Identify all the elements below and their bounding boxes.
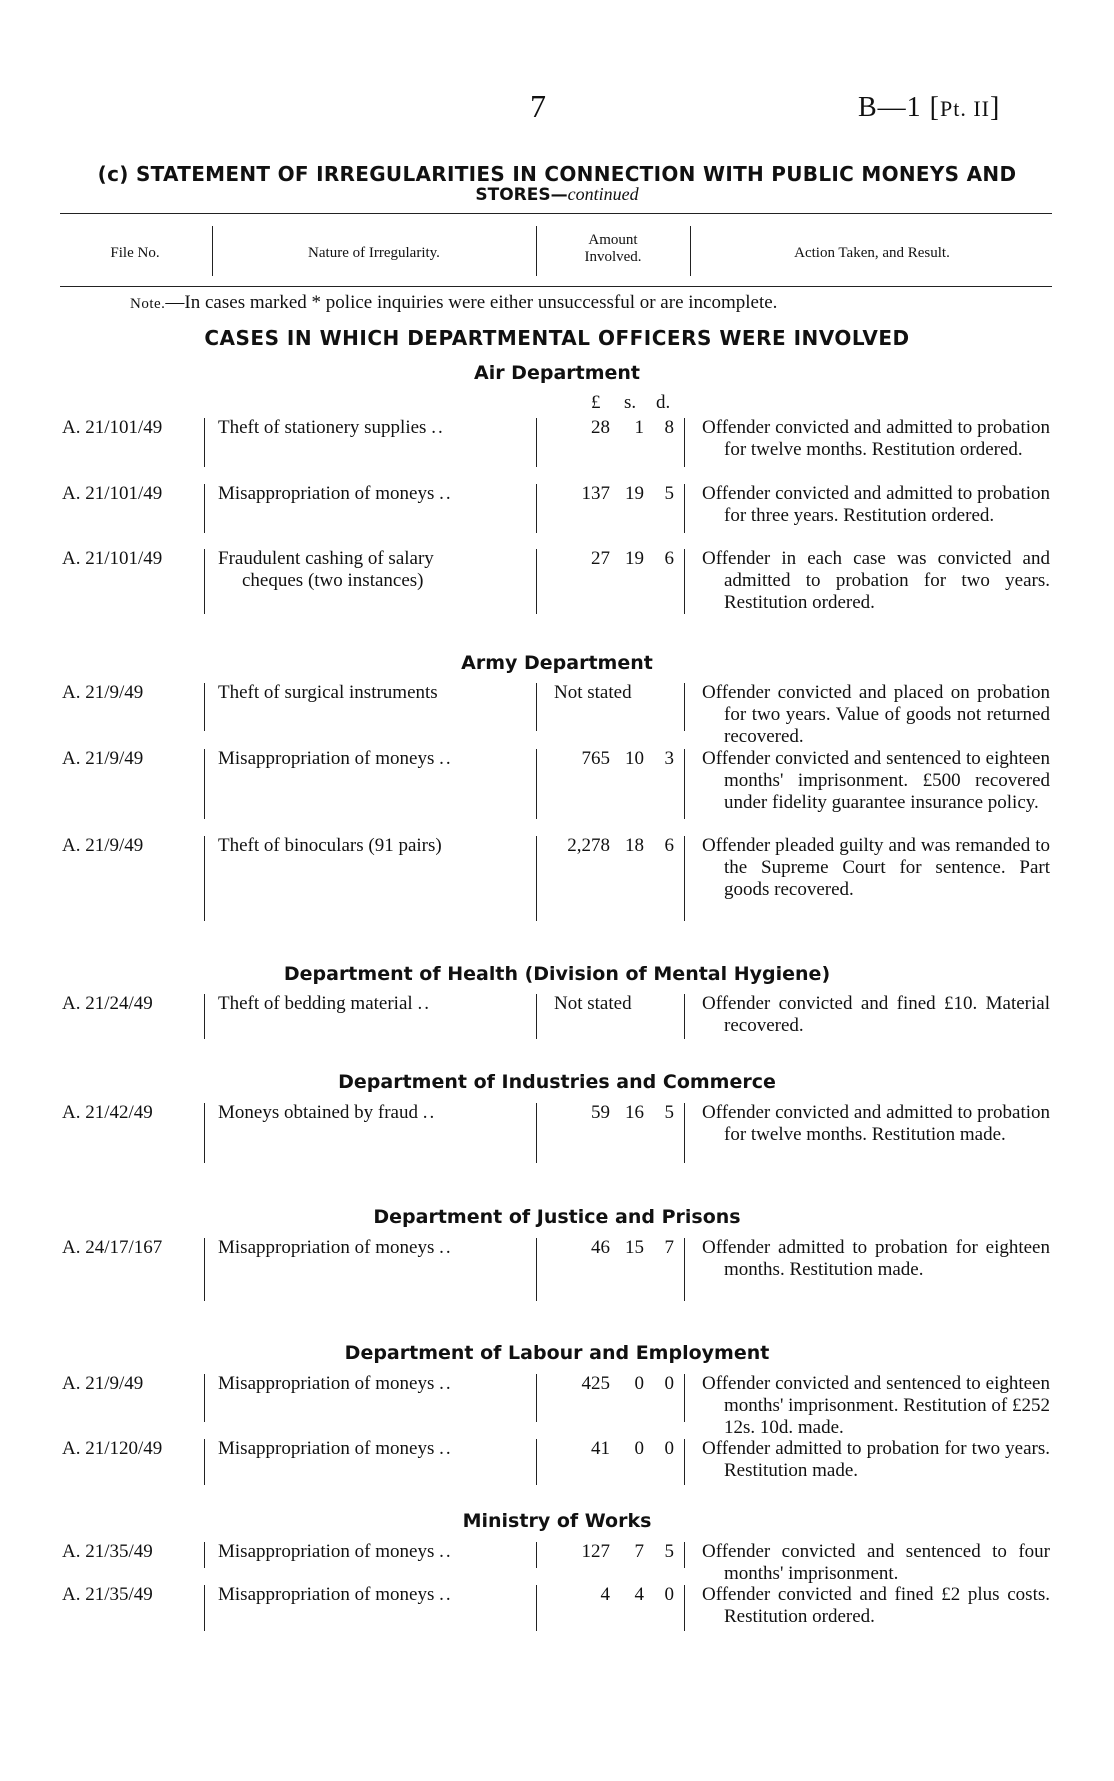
irregularity-nature bbox=[218, 548, 538, 592]
department-heading: Department of Labour and Employment bbox=[344, 1342, 770, 1364]
action-text: Offender convicted and admitted to probation for twelve months. Restitution made. bbox=[702, 1102, 1050, 1145]
file-number: A. 21/120/49 bbox=[62, 1438, 163, 1459]
column-separator bbox=[204, 836, 205, 921]
file-number: A. 21/35/49 bbox=[62, 1584, 153, 1605]
irregularity-nature bbox=[218, 682, 538, 704]
leader-dots: .. bbox=[422, 1102, 437, 1123]
action-text: Offender convicted and sentenced to eighteen months' imprisonment. Restitution of £252 12s. 10d. made. bbox=[702, 1373, 1050, 1438]
header-rule-bottom bbox=[60, 286, 1052, 287]
amount-pounds: 137 bbox=[581, 483, 610, 504]
file-number: A. 21/24/49 bbox=[62, 993, 153, 1014]
leader-dots: .. bbox=[439, 748, 453, 769]
action-taken bbox=[702, 1438, 1050, 1482]
footnote: Note.—In cases marked * police inquiries were either unsuccessful or are incomplete. bbox=[130, 292, 778, 313]
amount-pence: 7 bbox=[664, 1237, 674, 1258]
column-separator bbox=[212, 226, 213, 276]
action-taken bbox=[702, 1373, 1050, 1439]
nature-text: Misappropriation of moneys bbox=[218, 1237, 435, 1258]
amount-pounds: 2,278 bbox=[567, 835, 610, 856]
section-heading: CASES IN WHICH DEPARTMENTAL OFFICERS WERE INVOLVED bbox=[204, 326, 910, 350]
column-separator bbox=[684, 1374, 685, 1422]
department-heading: Department of Industries and Commerce bbox=[338, 1071, 776, 1093]
amount-pounds: 27 bbox=[591, 548, 610, 569]
amount-involved bbox=[540, 682, 680, 704]
amount-pounds: 4 bbox=[600, 1584, 610, 1605]
amount-shillings: 19 bbox=[625, 548, 644, 569]
column-separator bbox=[684, 1103, 685, 1163]
column-header-nature: Nature of Irregularity. bbox=[308, 245, 440, 261]
column-header-file-no: File No. bbox=[110, 245, 160, 261]
leader-dots: .. bbox=[439, 1438, 453, 1459]
irregularity-nature bbox=[218, 483, 538, 505]
file-number: A. 21/9/49 bbox=[62, 682, 144, 703]
amount-involved bbox=[540, 417, 680, 439]
action-text: Offender admitted to probation for eighteen months. Restitution made. bbox=[702, 1237, 1050, 1280]
leader-dots: .. bbox=[439, 1541, 453, 1562]
amount-pence: 8 bbox=[664, 417, 674, 438]
amount-involved bbox=[540, 1541, 680, 1563]
column-separator bbox=[204, 549, 205, 614]
action-taken bbox=[702, 1584, 1050, 1628]
irregularity-nature bbox=[218, 1373, 538, 1395]
nature-text: Theft of bedding material bbox=[218, 993, 413, 1014]
amount-shillings: 16 bbox=[625, 1102, 644, 1123]
column-separator bbox=[684, 994, 685, 1039]
amount-pounds: 127 bbox=[581, 1541, 610, 1562]
column-header-amount: Amount Involved. bbox=[584, 232, 642, 265]
file-number: A. 21/9/49 bbox=[62, 748, 144, 769]
nature-text: Theft of surgical instruments bbox=[218, 682, 438, 703]
amount-shillings: 0 bbox=[634, 1438, 644, 1459]
leader-dots: .. bbox=[439, 1373, 453, 1394]
action-taken bbox=[702, 835, 1050, 901]
department-heading: Ministry of Works bbox=[462, 1510, 652, 1532]
amount-pence: 0 bbox=[664, 1584, 674, 1605]
column-separator bbox=[684, 836, 685, 921]
action-text: Offender convicted and admitted to probation for twelve months. Restitution ordered. bbox=[702, 417, 1050, 460]
amount-involved bbox=[540, 993, 680, 1015]
action-text: Offender convicted and placed on probation for two years. Value of goods not returned recovered. bbox=[702, 682, 1050, 747]
nature-text: Misappropriation of moneys bbox=[218, 1541, 435, 1562]
column-separator bbox=[684, 484, 685, 533]
nature-text-continued: cheques (two instances) bbox=[242, 570, 424, 591]
file-number: A. 21/42/49 bbox=[62, 1102, 153, 1123]
amount-shillings: 10 bbox=[625, 748, 644, 769]
irregularity-nature bbox=[218, 748, 538, 770]
column-separator bbox=[684, 1542, 685, 1568]
statement-title: (c) STATEMENT OF IRREGULARITIES IN CONNECTION WITH PUBLIC MONEYS AND bbox=[97, 162, 1017, 186]
department-heading: Department of Health (Division of Mental Hygiene) bbox=[283, 963, 831, 985]
column-separator bbox=[204, 1542, 205, 1568]
file-number: A. 21/101/49 bbox=[62, 548, 163, 569]
pence-unit: d. bbox=[656, 392, 671, 413]
nature-text: Misappropriation of moneys bbox=[218, 1373, 435, 1394]
action-taken bbox=[702, 483, 1050, 527]
action-taken bbox=[702, 548, 1050, 614]
shillings-unit: s. bbox=[624, 392, 637, 413]
amount-shillings: 4 bbox=[634, 1584, 644, 1605]
amount-pence: 5 bbox=[664, 1102, 674, 1123]
action-taken bbox=[702, 682, 1050, 748]
file-number: A. 21/35/49 bbox=[62, 1541, 153, 1562]
amount-involved bbox=[540, 748, 680, 770]
irregularity-nature bbox=[218, 993, 538, 1015]
column-separator bbox=[684, 1238, 685, 1301]
amount-pounds: 425 bbox=[581, 1373, 610, 1394]
amount-pounds: 59 bbox=[591, 1102, 610, 1123]
column-separator bbox=[684, 683, 685, 731]
amount-involved bbox=[540, 1373, 680, 1395]
action-text: Offender pleaded guilty and was remanded to the Supreme Court for sentence. Part goods recovered. bbox=[702, 835, 1050, 900]
nature-text: Misappropriation of moneys bbox=[218, 1584, 435, 1605]
leader-dots: .. bbox=[431, 417, 445, 438]
nature-text: Theft of stationery supplies bbox=[218, 417, 427, 438]
amount-involved bbox=[540, 483, 680, 505]
irregularity-nature bbox=[218, 1541, 538, 1563]
action-taken bbox=[702, 993, 1050, 1037]
amount-pence: 0 bbox=[664, 1438, 674, 1459]
action-text: Offender convicted and sentenced to four months' imprisonment. bbox=[702, 1541, 1050, 1584]
action-taken bbox=[702, 417, 1050, 461]
pounds-unit: £ bbox=[591, 392, 601, 413]
amount-pounds: 28 bbox=[591, 417, 610, 438]
action-taken bbox=[702, 1237, 1050, 1281]
nature-text: Moneys obtained by fraud bbox=[218, 1102, 418, 1123]
action-text: Offender admitted to probation for two years. Restitution made. bbox=[702, 1438, 1050, 1481]
document-reference: B—1 [Pt. II] bbox=[858, 92, 1001, 123]
column-separator bbox=[204, 484, 205, 533]
file-number: A. 21/9/49 bbox=[62, 1373, 144, 1394]
action-text: Offender convicted and fined £2 plus costs. Restitution ordered. bbox=[702, 1584, 1050, 1627]
column-separator bbox=[204, 683, 205, 731]
irregularity-nature bbox=[218, 1102, 538, 1124]
amount-involved bbox=[540, 835, 680, 857]
nature-text: Misappropriation of moneys bbox=[218, 748, 435, 769]
column-separator bbox=[684, 1439, 685, 1485]
irregularity-nature bbox=[218, 835, 538, 857]
amount-shillings: 19 bbox=[625, 483, 644, 504]
amount-involved bbox=[540, 1438, 680, 1460]
leader-dots: .. bbox=[417, 993, 431, 1014]
column-separator bbox=[204, 1374, 205, 1422]
amount-involved bbox=[540, 1102, 680, 1124]
amount-pence: 0 bbox=[664, 1373, 674, 1394]
irregularity-nature bbox=[218, 1584, 538, 1606]
file-number: A. 21/101/49 bbox=[62, 417, 163, 438]
action-taken bbox=[702, 748, 1050, 814]
file-number: A. 24/17/167 bbox=[62, 1237, 163, 1258]
irregularity-nature bbox=[218, 417, 538, 439]
action-text: Offender convicted and sentenced to eighteen months' imprisonment. £500 recovered under fidelity guarantee insurance policy. bbox=[702, 748, 1050, 813]
amount-not-stated: Not stated bbox=[554, 682, 632, 703]
amount-shillings: 1 bbox=[634, 417, 644, 438]
header-rule-top bbox=[60, 213, 1052, 214]
nature-text: Misappropriation of moneys bbox=[218, 483, 435, 504]
leader-dots: .. bbox=[439, 1237, 453, 1258]
amount-shillings: 0 bbox=[634, 1373, 644, 1394]
column-separator bbox=[684, 418, 685, 467]
column-header-action: Action Taken, and Result. bbox=[794, 245, 950, 261]
nature-text: Misappropriation of moneys bbox=[218, 1438, 435, 1459]
amount-pounds: 41 bbox=[591, 1438, 610, 1459]
amount-pounds: 46 bbox=[591, 1237, 610, 1258]
column-separator bbox=[204, 1439, 205, 1485]
column-separator bbox=[204, 1103, 205, 1163]
amount-pence: 3 bbox=[664, 748, 674, 769]
amount-shillings: 18 bbox=[625, 835, 644, 856]
amount-shillings: 7 bbox=[634, 1541, 644, 1562]
column-separator bbox=[690, 226, 691, 276]
amount-involved bbox=[540, 548, 680, 570]
column-separator bbox=[204, 994, 205, 1039]
amount-pounds: 765 bbox=[581, 748, 610, 769]
column-separator bbox=[204, 749, 205, 819]
column-separator bbox=[684, 749, 685, 819]
column-separator bbox=[204, 418, 205, 467]
statement-title-continued: STORES—continued bbox=[475, 184, 639, 205]
action-text: Offender convicted and fined £10. Material recovered. bbox=[702, 993, 1050, 1036]
column-separator bbox=[204, 1238, 205, 1301]
amount-pence: 5 bbox=[664, 1541, 674, 1562]
column-separator bbox=[536, 226, 537, 276]
irregularity-nature bbox=[218, 1237, 538, 1259]
leader-dots: .. bbox=[439, 1584, 453, 1605]
department-heading: Air Department bbox=[473, 362, 641, 384]
amount-not-stated: Not stated bbox=[554, 993, 632, 1014]
department-heading: Army Department bbox=[461, 652, 653, 674]
page-number: 7 bbox=[530, 88, 546, 124]
action-text: Offender convicted and admitted to probation for three years. Restitution ordered. bbox=[702, 483, 1050, 526]
amount-pence: 5 bbox=[664, 483, 674, 504]
amount-pence: 6 bbox=[664, 548, 674, 569]
column-separator bbox=[204, 1585, 205, 1631]
leader-dots: .. bbox=[439, 483, 453, 504]
file-number: A. 21/9/49 bbox=[62, 835, 144, 856]
amount-pence: 6 bbox=[664, 835, 674, 856]
file-number: A. 21/101/49 bbox=[62, 483, 163, 504]
irregularity-nature bbox=[218, 1438, 538, 1460]
action-taken bbox=[702, 1541, 1050, 1585]
nature-text: Fraudulent cashing of salary bbox=[218, 548, 434, 569]
nature-text: Theft of binoculars (91 pairs) bbox=[218, 835, 442, 856]
amount-shillings: 15 bbox=[625, 1237, 644, 1258]
action-taken bbox=[702, 1102, 1050, 1146]
amount-involved bbox=[540, 1237, 680, 1259]
column-separator bbox=[684, 1585, 685, 1631]
column-separator bbox=[684, 549, 685, 614]
action-text: Offender in each case was convicted and admitted to probation for two years. Restitution ordered. bbox=[702, 548, 1050, 613]
amount-involved bbox=[540, 1584, 680, 1606]
department-heading: Department of Justice and Prisons bbox=[373, 1206, 741, 1228]
